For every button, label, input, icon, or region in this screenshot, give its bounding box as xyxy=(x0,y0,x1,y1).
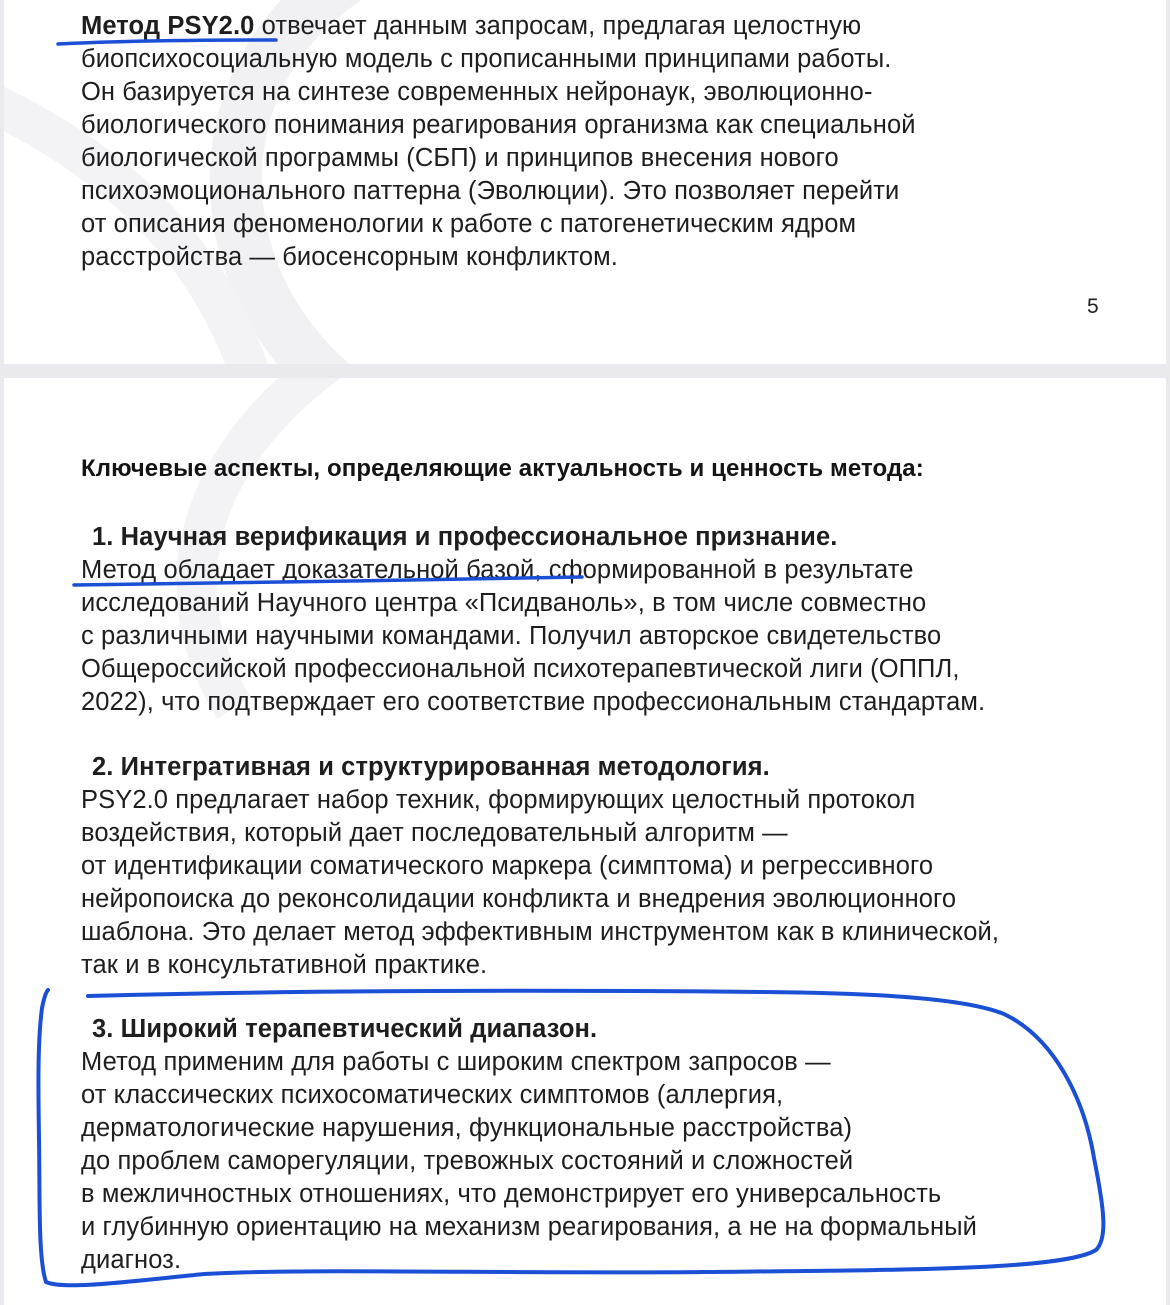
paragraph-line: расстройства — биосенсорным конфликтом. xyxy=(81,243,618,271)
paragraph-line: дерматологические нарушения, функциональные расстройства) xyxy=(81,1114,853,1142)
paragraph-line: шаблона. Это делает метод эффективным инструментом как в клинической, xyxy=(81,918,1000,946)
page-number: 5 xyxy=(1087,295,1099,318)
paragraph-line: исследований Научного центра «Псидваноль», в том числе совместно xyxy=(81,589,927,617)
paragraph-line-rest: , сформированной в результате xyxy=(534,556,914,584)
paragraph-line: до проблем саморегуляции, тревожных состояний и сложностей xyxy=(81,1147,854,1175)
paragraph-line: биологического понимания реагирования организма как специальной xyxy=(81,111,916,139)
paragraph-line: биопсихосоциальную модель с прописанными принципами работы. xyxy=(81,45,892,73)
aspect-title: 3. Широкий терапевтический диапазон. xyxy=(92,1015,598,1043)
underlined-phrase: Метод обладает доказательной базой xyxy=(81,556,535,584)
paragraph-line: Он базируется на синтезе современных нейронаук, эволюционно- xyxy=(81,78,873,106)
paragraph-line: и глубинную ориентацию на механизм реагирования, а не на формальный xyxy=(81,1213,977,1241)
paragraph-line: в межличностных отношениях, что демонстрирует его универсальность xyxy=(81,1180,942,1208)
method-name: Метод PSY2.0 xyxy=(81,12,255,40)
paragraph-line: психоэмоционального паттерна (Эволюции). Это позволяет перейти xyxy=(81,177,900,205)
paragraph-line: от описания феноменологии к работе с патогенетическим ядром xyxy=(81,210,857,238)
paragraph-line: от идентификации соматического маркера (симптома) и регрессивного xyxy=(81,852,934,880)
paragraph-line: биологической программы (СБП) и принципов внесения нового xyxy=(81,144,839,172)
paragraph-line: 2022), что подтверждает его соответствие профессиональным стандартам. xyxy=(81,688,986,716)
paragraph-line: нейропоиска до реконсолидации конфликта и внедрения эволюционного xyxy=(81,885,957,913)
aspect-title: 2. Интегративная и структурированная методология. xyxy=(92,753,770,781)
paragraph-line: Общероссийской профессиональной психотерапевтической лиги (ОППЛ, xyxy=(81,655,960,683)
aspect-title: 1. Научная верификация и профессиональное признание. xyxy=(92,523,838,551)
aspect-item-2 xyxy=(81,751,999,982)
document-page-6 xyxy=(4,378,1166,1305)
method-paragraph xyxy=(81,10,916,274)
paragraph-line xyxy=(81,10,916,43)
paragraph-line: PSY2.0 предлагает набор техник, формирующих целостный протокол xyxy=(81,786,916,814)
aspect-item-3 xyxy=(81,1013,977,1277)
paragraph-line: от классических психосоматических симптомов (аллергия, xyxy=(81,1081,784,1109)
section-heading: Ключевые аспекты, определяющие актуальность и ценность метода: xyxy=(81,455,924,482)
paragraph-line: диагноз. xyxy=(81,1246,182,1274)
document-page-5 xyxy=(4,0,1166,364)
paragraph-line: Метод применим для работы с широким спектром запросов — xyxy=(81,1048,831,1076)
paragraph-line: воздействия, который дает последовательный алгоритм — xyxy=(81,819,788,847)
aspect-item-1 xyxy=(81,521,985,719)
paragraph-line xyxy=(81,554,985,587)
paragraph-line: так и в консультативной практике. xyxy=(81,951,488,979)
paragraph-line-rest: отвечает данным запросам, предлагая целостную xyxy=(254,12,862,40)
paragraph-line: с различными научными командами. Получил авторское свидетельство xyxy=(81,622,942,650)
